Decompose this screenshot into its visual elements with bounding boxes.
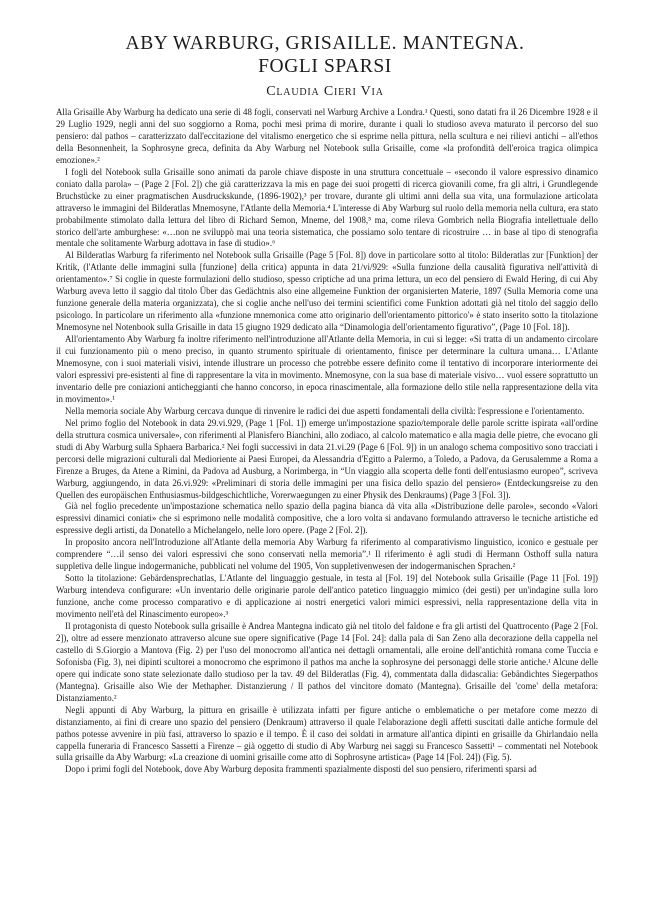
- article-title-line-1: ABY WARBURG, GRISAILLE. MANTEGNA.: [125, 33, 525, 54]
- article-body: [56, 107, 598, 776]
- article-title-line-2: FOGLI SPARSI: [258, 56, 392, 77]
- paragraph-4: All'orientamento Aby Warburg fa inoltre riferimento nell'introduzione all'Atlante della Memoria, in cui si legge: «Si tratta di un andamento circolare il cui funzionamento più o meno preciso, in quanto strumento spirituale di orientamento, finisce per determinare la cultura umana… L'Atlante Mnemosyne, con i suoi materiali visivi, intende illustrare un processo che potrebbe essere definito come il tentativo di incorporare interiormente dei valori espressivi pre-esistenti al fine di rappresentare la vita in movimento. Mnemosyne, con la sua base di materiale visivo… vuol essere soprattutto un inventario delle pre coniazioni anticheggianti che hanno concorso, in epoca rinascimentale, alla formazione dello stile nella rappresentazione della vita in movimento».¹: [56, 334, 598, 404]
- paragraph-12: Dopo i primi fogli del Notebook, dove Aby Warburg deposita frammenti spazialmente disposti del suo pensiero, riferimenti sparsi ad: [65, 764, 537, 775]
- paragraph-10: Il protagonista di questo Notebook sulla grisaille è Andrea Mantegna indicato già nel titolo del faldone e fra gli artisti del Quattrocento (Page 2 [Fol. 2]), oltre ad essere menzionato attraverso alcune sue opere significative (Page 14 [Fol. 24]: dalla pala di San Zeno alla decorazione della cappella nel castello di S.Giorgio a Mantova (Fig. 2) per l'uso del monocromo all'antica nei dettagli ornamentali, alle eroine dell'antichità romana come Tuccia e Sofonisba (Fig. 3), nei dipinti scultorei a monocromo che esprimono il pathos ma anche la sophrosyne dei personaggi delle storie antiche.¹ Alcune delle opere qui indicate sono state selezionate dallo studioso per la tav. 49 del Bilderatlas (Fig. 4), commentata dalla didascalia: Gebändichtes Siegerpathos (Mantegna). Grisaille also Wie der Methapher. Distanzierung / Il pathos del vincitore domato (Mantegna). Grisaille del 'come' della metafora: Distanziamento.²: [56, 620, 598, 703]
- paragraph-11: Negli appunti di Aby Warburg, la pittura en grisaille è utilizzata infatti per figure antiche o emblematiche o per metafore come mezzo di distanziamento, ai fini di creare uno spazio del pensiero (Denkraum) attraverso il quale l'elaborazione degli affetti suscitati dalle antiche formule del pathos potesse avvenire in più fasi, attraverso lo spazio e il tempo. È il caso dei soldati in armature all'antica dipinti en grisaille da Ghirlandaio nella cappella funeraria di Francesco Sassetti a Firenze – già oggetto di studio di Aby Warburg nei saggi su Francesco Sassetti¹ – commentati nel Notebook sulla grisaille da Aby Warburg: «La creazione di uomini grisaille come atto di Sophrosyne artistica» (Page 14 [Fol. 24]) (Fig. 5).: [56, 704, 598, 763]
- article-author: Claudia Cieri Via: [266, 84, 384, 99]
- paragraph-3: Al Bilderatlas Warburg fa riferimento nel Notebook sulla Grisaille (Page 5 [Fol. 8]) dove in particolare sotto al titolo: Bilderatlas zur [Funktion] der Kritik, (l'Atlante delle immagini sulla [funzione] della critica) appunta in data 21/vi/929: «Sulla funzione della causalità figurativa nell'attività di orientamento».⁷ Si coglie in queste formulazioni dello studioso, spesso criptiche ad una prima lettura, un eco del pensiero di Ewald Hering, di cui Aby Warburg aveva letto il saggio dal titolo Über das Gedächtnis also eine allgemeine Funktion der organisierten Materie, 1897 (Sulla Memoria come una funzione generale della materia organizzata), che si coglie anche nell'uso dei termini scientifici come Funktion adottati già nel titolo del saggio dello psicologo. In particolare un riferimento alla «funzione mnemonica come atto originario dell'orientamento pittorico'» è stato inserito sotto la titolazione Mnemosyne nel Notenbook sulla Grisaille in data 15 giugno 1929 dedicato alla “Dinamologia dell'orientamento figurativo”, (Page 10 [Fol. 18]).: [56, 250, 598, 333]
- paragraph-1: Alla Grisaille Aby Warburg ha dedicato una serie di 48 fogli, conservati nel Warburg Archive a Londra.¹ Questi, sono datati fra il 26 Dicembre 1928 e il 29 Luglio 1929, negli anni del suo soggiorno a Roma, pochi mesi prima di morire, durante i quali lo studioso aveva maturato il percorso del suo pensiero: dal pathos – caratterizzato dall'eccitazione del vitalismo energetico che si esprime nella pittura, nella scultura e nei rilievi antichi – all'ethos della Besonnenheit, la Sophrosyne greca, definita da Aby Warburg nel Notebook sulla Grisaille, come «la profondità dell'eroica tragica olimpica emozione».²: [56, 107, 598, 165]
- paragraph-5: Nella memoria sociale Aby Warburg cercava dunque di rinvenire le radici dei due aspetti fondamentali della civiltà: l'espressione e l'orientamento.: [65, 405, 585, 416]
- paragraph-6: Nel primo foglio del Notebook in data 29.vi.929, (Page 1 [Fol. 1]) emerge un'impostazione spazio/temporale delle parole scritte ispirata «all'ordine della struttura cosmica universale», con riferimenti al Planisfero Bianchini, allo zodiaco, al calcolo matematico e alla magia delle pietre, che evocano gli studi di Aby Warburg sulla Sphaera Barbarica.² Nei fogli successivi in data 21.vi.29 (Page 6 [Fol. 9]) in un analogo schema compositivo sono tracciati i percorsi delle migrazioni culturali dal Medioriente ai Paesi Europei, da Alessandria d'Egitto a Palermo, a Toledo, a Padova, da Gerusalemme a Roma a Firenze a Bruges, da Atene a Rimini, da Padova ad Ausburg, a Norimberga, in “Un viaggio alla scoperta delle fonti dell'entusiasmo europeo”, scriveva Warburg, aggiungendo, in data 26.vi.929: «Preliminari di storia delle immagini per una fisica dello spazio del pensiero» (Entdeckungsreise zu den Quellen des europäischen Enthusiasmus-bildgeschichtliche, Vorerwaegungen zu einer Physik des Denkraums) (Page 3 [Fol. 3]).: [56, 417, 598, 500]
- paragraph-2: I fogli del Notebook sulla Grisaille sono animati da parole chiave disposte in una struttura concettuale – «secondo il valore espressivo dinamico coniato dalla parola» – (Page 2 [Fol. 2]) che già caratterizzava la mis en page dei suoi progetti di ricerca giovanili come, fra gli altri, i Grundlegende Bruchstücke zu einer pragmatischen Ausdruckskunde, (1896-1902),³ per trovare, durante gli ultimi anni della sua vita, una formulazione articolata attraverso le immagini del Bilderatlas Mnemosyne, l'Atlante della Memoria.⁴ L'interesse di Aby Warburg sul ruolo della memoria nella cultura, era stato probabilmente stimolato dalla lettura del libro di Richard Semon, Mneme, del 1908,⁵ ma, come rileva Gombrich nella Biografia intellettuale dello storico dell'arte amburghese: «…non ne sviluppò mai una teoria sistematica, che possiamo solo tentare di ricostruire … in base al tipo di stenografia mentale che solitamente Warburg adottava in fase di studio».⁶: [56, 166, 598, 249]
- paragraph-9: Sotto la titolazione: Gebärdensprechatlas, L'Atlante del linguaggio gestuale, in testa al [Fol. 19] del Notebook sulla Grisaille (Page 11 [Fol. 19]) Warburg intendeva configurare: «Un inventario delle originarie parole dell'antico patetico linguaggio mimico (dei gesti) per un'indagine sulla loro funzione, anche come processo comparativo e di applicazione ai nostri energetici valori mimici espressivi, nella rappresentazione della vita in movimento nell'età del Rinascimento europeo».³: [56, 573, 598, 620]
- paragraph-8: In proposito ancora nell'Introduzione all'Atlante della memoria Aby Warburg fa riferimento al comparativismo linguistico, iconico e gestuale per comprendere “…il senso dei valori espressivi che sono conservati nella memoria”.¹ Il riferimento è agli studi di Hermann Osthoff sulla natura suppletiva delle lingue indogermaniche, pubblicati nel volume del 1905, Von suppletivenwesen der indogermanischen Sprachen.²: [56, 537, 598, 572]
- paragraph-7: Già nel foglio precedente un'impostazione schematica nello spazio della pagina bianca dà vita alla «Distribuzione delle parole», secondo «Valori espressivi dinamici coniati» che si esprimono nelle modalità compositive, che a loro volta si andavano formulando attraverso le tecniche artistiche ed espressive degli artisti, da Donatello a Michelangelo, nelle loro opere. (Page 2 [Fol. 2]).: [56, 501, 598, 536]
